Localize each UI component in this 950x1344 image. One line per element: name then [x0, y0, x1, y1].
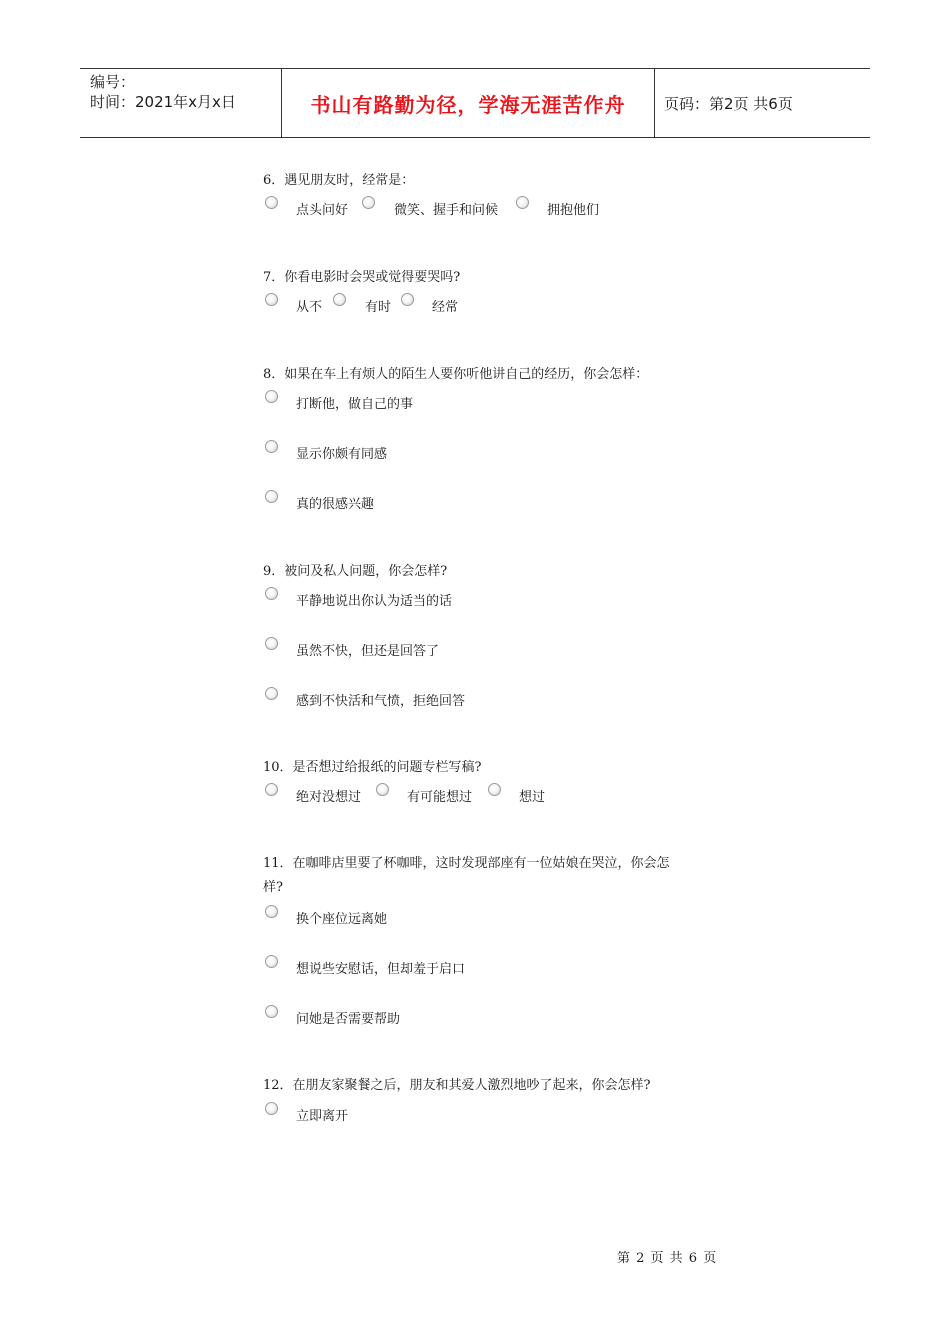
- option-label: 换个座位远离她: [296, 912, 388, 927]
- question-10: 10．是否想过给报纸的问题专栏写稿?: [263, 760, 482, 775]
- option-label: 感到不快活和气愤，拒绝回答: [296, 694, 466, 709]
- question-12: 12．在朋友家聚餐之后，朋友和其爱人激烈地吵了起来，你会怎样?: [263, 1078, 651, 1093]
- radio-q8-a[interactable]: [265, 390, 278, 403]
- header-meta: [80, 69, 281, 137]
- radio-q8-c[interactable]: [265, 490, 278, 503]
- radio-q6-c[interactable]: [516, 196, 529, 209]
- question-8: 8．如果在车上有烦人的陌生人要你听他讲自己的经历，你会怎样：: [263, 367, 649, 382]
- option-label: 有可能想过: [407, 790, 473, 805]
- radio-q10-c[interactable]: [488, 783, 501, 796]
- option-label: 点头问好: [296, 203, 349, 218]
- radio-q11-a[interactable]: [265, 905, 278, 918]
- radio-q6-b[interactable]: [362, 196, 375, 209]
- option-label: 虽然不快，但还是回答了: [296, 644, 440, 659]
- question-9: 9．被问及私人问题，你会怎样?: [263, 564, 448, 579]
- radio-q6-a[interactable]: [265, 196, 278, 209]
- radio-q9-a[interactable]: [265, 587, 278, 600]
- option-label: 想过: [519, 790, 546, 805]
- radio-q12-a[interactable]: [265, 1102, 278, 1115]
- radio-q9-b[interactable]: [265, 637, 278, 650]
- radio-q10-b[interactable]: [376, 783, 389, 796]
- option-label: 真的很感兴趣: [296, 497, 375, 512]
- radio-q7-c[interactable]: [401, 293, 414, 306]
- document-header: [80, 68, 870, 138]
- option-label: 平静地说出你认为适当的话: [296, 594, 453, 609]
- doc-number-label: 编号：: [90, 73, 136, 91]
- option-label: 经常: [432, 300, 459, 315]
- option-label: 绝对没想过: [296, 790, 362, 805]
- option-label: 微笑、握手和问候: [394, 203, 499, 218]
- question-6: 6．遇见朋友时，经常是：: [263, 173, 415, 188]
- radio-q11-c[interactable]: [265, 1005, 278, 1018]
- header-motto: 书山有路勤为径，学海无涯苦作舟: [281, 69, 655, 137]
- page-footer: 第 2 页 共 6 页: [617, 1251, 718, 1266]
- radio-q8-b[interactable]: [265, 440, 278, 453]
- option-label: 显示你颇有同感: [296, 447, 388, 462]
- question-11: 11．在咖啡店里要了杯咖啡，这时发现部座有一位姑娘在哭泣，你会怎样?: [263, 856, 670, 895]
- option-label: 从不: [296, 300, 323, 315]
- option-label: 想说些安慰话，但却羞于启口: [296, 962, 466, 977]
- option-label: 立即离开: [296, 1109, 349, 1124]
- radio-q10-a[interactable]: [265, 783, 278, 796]
- header-page-info: 页码：第2页 共6页: [664, 94, 793, 113]
- doc-date-label: 时间：2021年x月x日: [90, 93, 236, 111]
- radio-q9-c[interactable]: [265, 687, 278, 700]
- radio-q7-a[interactable]: [265, 293, 278, 306]
- radio-q11-b[interactable]: [265, 955, 278, 968]
- option-label: 打断他，做自己的事: [296, 397, 414, 412]
- question-7: 7．你看电影时会哭或觉得要哭吗?: [263, 270, 461, 285]
- radio-q7-b[interactable]: [333, 293, 346, 306]
- option-label: 问她是否需要帮助: [296, 1012, 401, 1027]
- option-label: 拥抱他们: [547, 203, 600, 218]
- option-label: 有时: [365, 300, 392, 315]
